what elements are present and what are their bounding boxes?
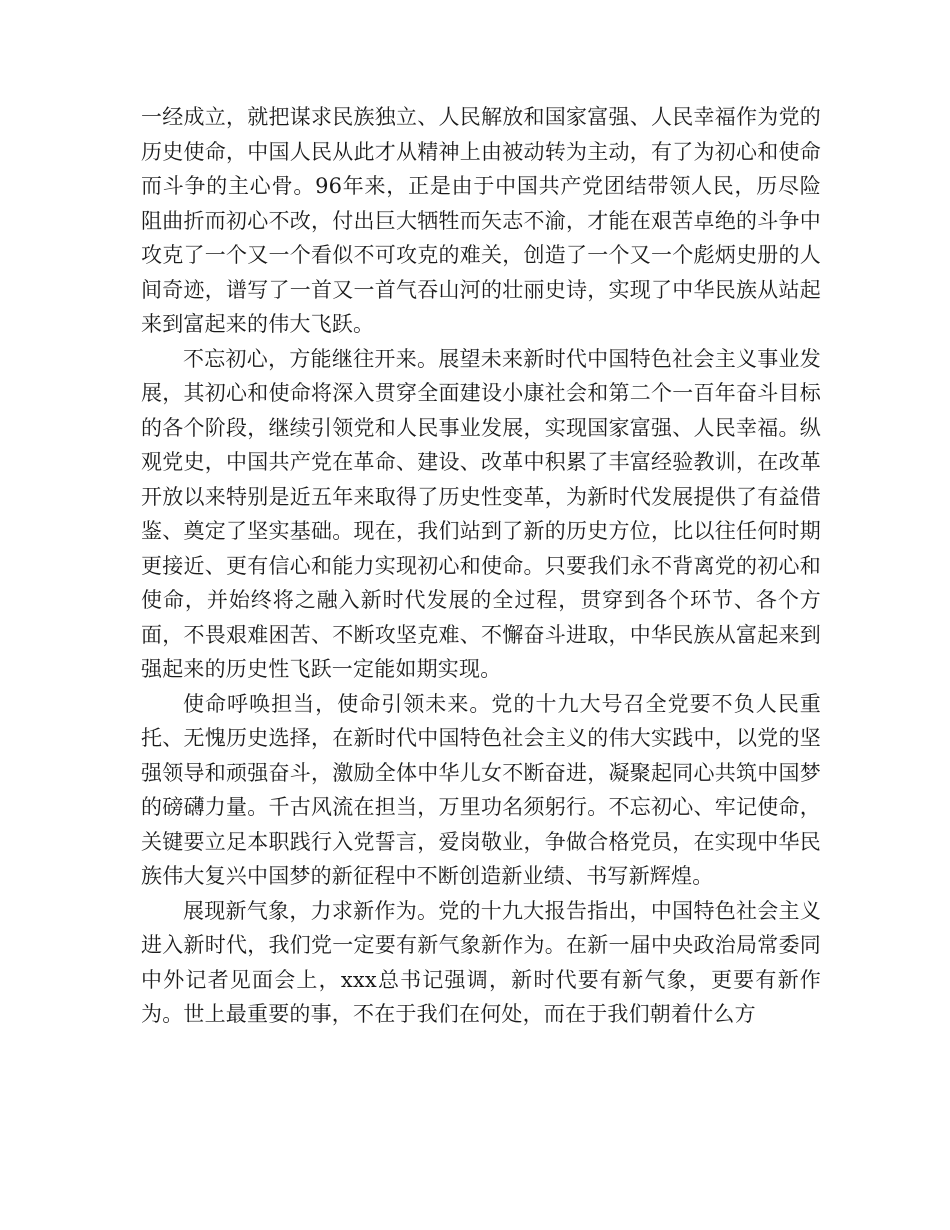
paragraph-2: 不忘初心，方能继往开来。展望未来新时代中国特色社会主义事业发展，其初心和使命将深入贯穿全面建设小康社会和第二个一百年奋斗目标的各个阶段，继续引领党和人民事业发展，实现国家富强、人民幸福。纵观党史，中国共产党在革命、建设、改革中积累了丰富经验教训，在改革开放以来特别是近五年来取得了历史性变革，为新时代发展提供了有益借鉴、奠定了坚实基础。现在，我们站到了新的历史方位，比以往任何时期更接近、更有信心和能力实现初心和使命。只要我们永不背离党的初心和使命，并始终将之融入新时代发展的全过程，贯穿到各个环节、各个方面，不畏艰难困苦、不断攻坚克难、不懈奋斗进取，中华民族从富起来到强起来的历史性飞跃一定能如期实现。: [141, 346, 821, 681]
document-body: [141, 100, 821, 1032]
paragraph-3: 使命呼唤担当，使命引领未来。党的十九大号召全党要不负人民重托、无愧历史选择，在新时代中国特色社会主义的伟大实践中，以党的坚强领导和顽强奋斗，激励全体中华儿女不断奋进，凝聚起同心共筑中国梦的磅礴力量。千古风流在担当，万里功名须躬行。不忘初心、牢记使命，关键要立足本职践行入党誓言，爱岗敬业，争做合格党员，在实现中华民族伟大复兴中国梦的新征程中不断创造新业绩、书写新辉煌。: [141, 691, 821, 888]
paragraph-4: 展现新气象，力求新作为。党的十九大报告指出，中国特色社会主义进入新时代，我们党一定要有新气象新作为。在新一届中央政治局常委同中外记者见面会上，xxx总书记强调，新时代要有新气象，更要有新作为。世上最重要的事，不在于我们在何处，而在于我们朝着什么方: [141, 898, 821, 1026]
paragraph-1: 一经成立，就把谋求民族独立、人民解放和国家富强、人民幸福作为党的历史使命，中国人民从此才从精神上由被动转为主动，有了为初心和使命而斗争的主心骨。96年来，正是由于中国共产党团结带领人民，历尽险阻曲折而初心不改，付出巨大牺牲而矢志不渝，才能在艰苦卓绝的斗争中攻克了一个又一个看似不可攻克的难关，创造了一个又一个彪炳史册的人间奇迹，谱写了一首又一首气吞山河的壮丽史诗，实现了中华民族从站起来到富起来的伟大飞跃。: [141, 105, 821, 336]
